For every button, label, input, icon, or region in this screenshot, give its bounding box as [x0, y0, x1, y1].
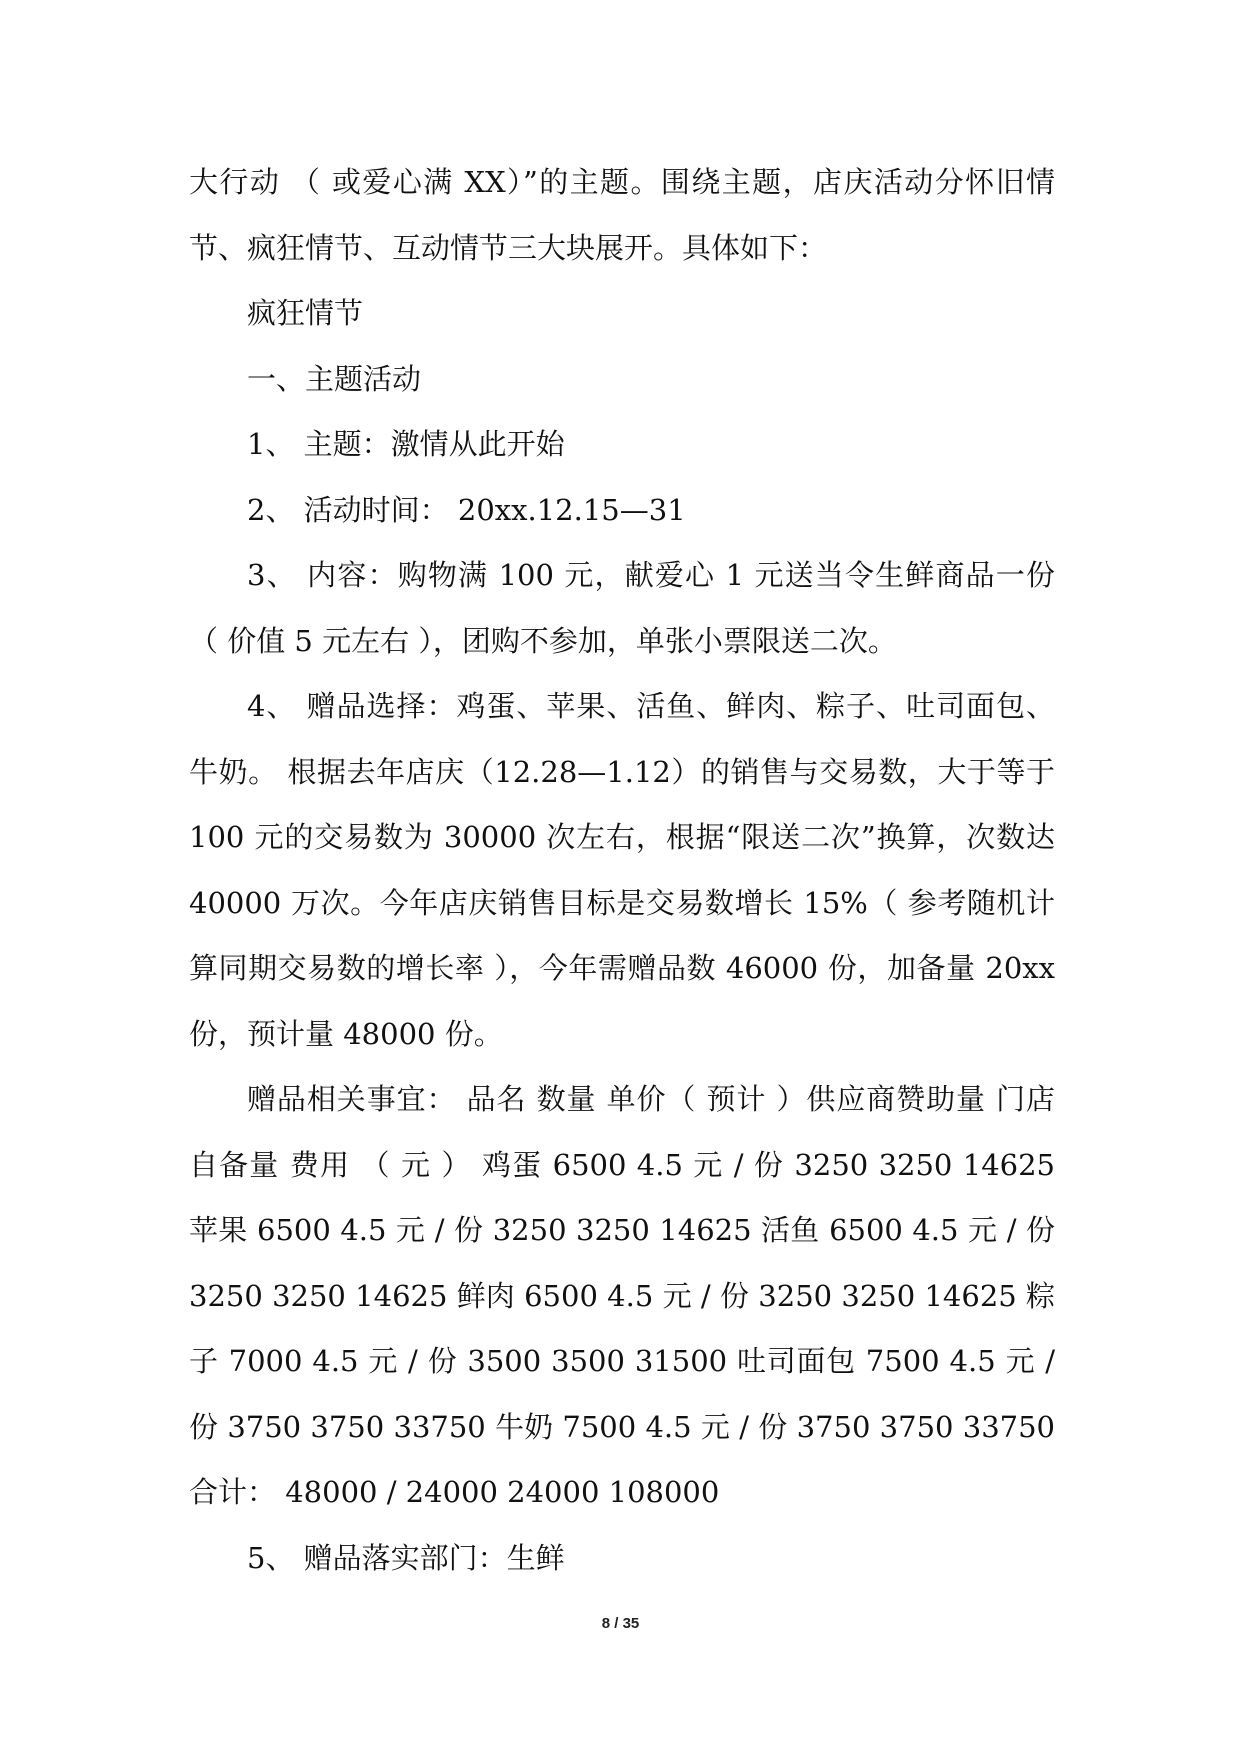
paragraph-intro: 大行动 （ 或爱心满 XX）”的主题。围绕主题，店庆活动分怀旧情节、疯狂情节、互动情节三大块展开。具体如下：	[189, 165, 1055, 265]
section-heading-crazy-plot: 疯狂情节	[247, 296, 364, 330]
list-item-content: 3、 内容：购物满 100 元，献爱心 1 元送当令生鲜商品一份 （ 价值 5 元左右 ），团购不参加，单张小票限送二次。	[189, 558, 1055, 658]
list-item-gift-department: 5、 赠品落实部门：生鲜	[247, 1540, 565, 1575]
page-number: 8 / 35	[601, 1615, 640, 1632]
paragraph-gift-details: 赠品相关事宜： 品名 数量 单价（ 预计 ）供应商赞助量 门店自备量 费用 （ 元 ） 鸡蛋 6500 4.5 元 / 份 3250 3250 14625 苹果 6500 4.5 元 / 份 3250 3250 14625 活鱼 6500 4.5 元 / 份 3250 3250 14625 鲜肉 6500 4.5 元 / 份 3250 3250 14625 粽子 7000 4.5 元 / 份 3500 3500 31500 吐司面包 7500 4.5 元 / 份 3750 3750 33750 牛奶 7500 4.5 元 / 份 3750 3750 33750 合计： 48000 / 24000 24000 108000	[189, 1082, 1055, 1509]
list-item-theme: 1、 主题：激情从此开始	[247, 427, 565, 461]
list-item-activity-time: 2、 活动时间： 20xx.12.15—31	[247, 492, 686, 527]
subheading-theme-activity: 一、主题活动	[247, 361, 422, 396]
list-item-gift-selection: 4、 赠品选择：鸡蛋、苹果、活鱼、鲜肉、粽子、吐司面包、牛奶。 根据去年店庆（12.28—1.12）的销售与交易数，大于等于 100 元的交易数为 30000 次左右，根据“限送二次”换算，次数达 40000 万次。今年店庆销售目标是交易数增长 15%（ 参考随机计算同期交易数的增长率 ），今年需赠品数 46000 份，加备量 20xx 份，预计量 48000 份。	[189, 689, 1055, 1051]
document-body	[189, 150, 1055, 1591]
